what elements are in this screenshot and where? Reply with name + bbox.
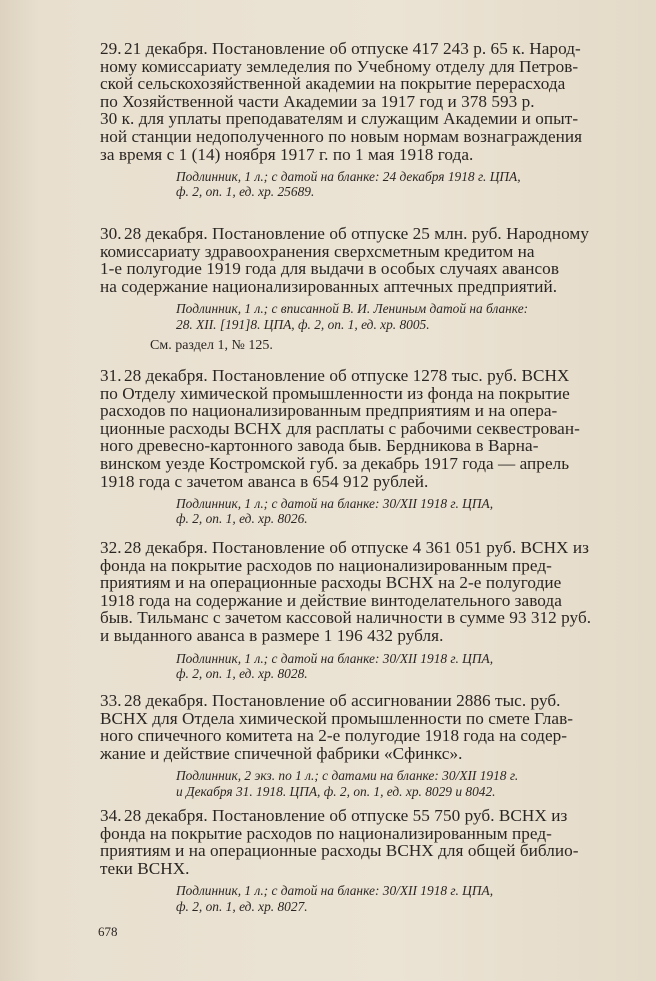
cross-reference: См. раздел 1, № 125. (150, 337, 273, 353)
entry-text: 29. 21 декабря. Постановление об отпуске 417 243 р. 65 к. Народ- ному комиссариату земледелия по Учебному отделу для Петров- ской сельскохозяйственной академии на покрытие перерасхода по Хозяйственной части Академии за 1917 год и 378 593 р. 30 к. для уплаты преподавателям и служащим Академии и опыт- ной станции недополученного по новым нормам вознаграждения за время с 1 (14) ноября 1917 г. по 1 мая 1918 года. (100, 39, 583, 164)
entry-text: 32. 28 декабря. Постановление об отпуске 4 361 051 руб. ВСНХ из фонда на покрытие расходов по национализированным пред- приятиям и на операционные расходы ВСНХ на 2-е полугодие 1918 года на содержание и действие винтоделательного завода быв. Тильманс с зачетом кассовой наличности в сумме 93 312 руб. и выданного аванса в размере 1 196 432 рубля. (100, 538, 592, 645)
page-number: 678 (98, 924, 118, 939)
entry-text: 30. 28 декабря. Постановление об отпуске 25 млн. руб. Народному комиссариату здравоохранения сверхсметным кредитом на 1-е полугодие 1919 года для выдачи в особых случаях авансов на содержание национализированных аптечных предприятий. (100, 224, 589, 296)
source-note: Подлинник, 1 л.; с вписанной В. И. Лениным датой на бланке: 28. XII. [191]8. ЦПА, ф. 2, оп. 1, ед. хр. 8005. (176, 301, 529, 332)
entry-text: 34. 28 декабря. Постановление об отпуске 55 750 руб. ВСНХ из фонда на покрытие расходов по национализированным пред- приятиям и на операционные расходы ВСНХ для общей библио- теки ВСНХ. (100, 806, 579, 878)
source-note: Подлинник, 1 л.; с датой на бланке: 30/XII 1918 г. ЦПА, ф. 2, оп. 1, ед. хр. 8028. (176, 650, 494, 681)
entry-number: 32. (100, 538, 122, 557)
entry-29 (100, 40, 632, 200)
entry-number: 30. (100, 224, 122, 243)
entry-32 (100, 539, 632, 681)
entry-31 (100, 367, 632, 527)
source-note: Подлинник, 1 л.; с датой на бланке: 24 декабря 1918 г. ЦПА, ф. 2, оп. 1, ед. хр. 25689. (176, 169, 521, 200)
entry-text: 31. 28 декабря. Постановление об отпуске 1278 тыс. руб. ВСНХ по Отделу химической промышленности из фонда на покрытие расходов по национализированным предприятиям и на опера- ционные расходы ВСНХ для расплаты с рабочими секвестрован- ного древесно-картонного завода быв. Бердникова в Варна- винском уезде Костромской губ. за декабрь 1917 года — апрель 1918 года с зачетом аванса в 654 912 рублей. (100, 366, 580, 491)
entry-number: 29. (100, 39, 122, 58)
entry-30 (100, 225, 632, 354)
entry-text: 33. 28 декабря. Постановление об ассигновании 2886 тыс. руб. ВСНХ для Отдела химической промышленности по смете Глав- ного спичечного комитета на 2-е полугодие 1918 года на содер- жание и действие спичечной фабрики «Сфинкс». (100, 691, 574, 763)
entry-34 (100, 807, 632, 914)
entry-number: 33. (100, 691, 122, 710)
entry-number: 34. (100, 806, 122, 825)
entry-33 (100, 692, 632, 799)
entry-number: 31. (100, 366, 122, 385)
source-note: Подлинник, 2 экз. по 1 л.; с датами на бланке: 30/XII 1918 г. и Декабря 31. 1918. ЦПА, ф. 2, оп. 1, ед. хр. 8029 и 8042. (176, 768, 519, 799)
source-note: Подлинник, 1 л.; с датой на бланке: 30/XII 1918 г. ЦПА, ф. 2, оп. 1, ед. хр. 8026. (176, 496, 494, 527)
source-note: Подлинник, 1 л.; с датой на бланке: 30/XII 1918 г. ЦПА, ф. 2, оп. 1, ед. хр. 8027. (176, 883, 494, 914)
